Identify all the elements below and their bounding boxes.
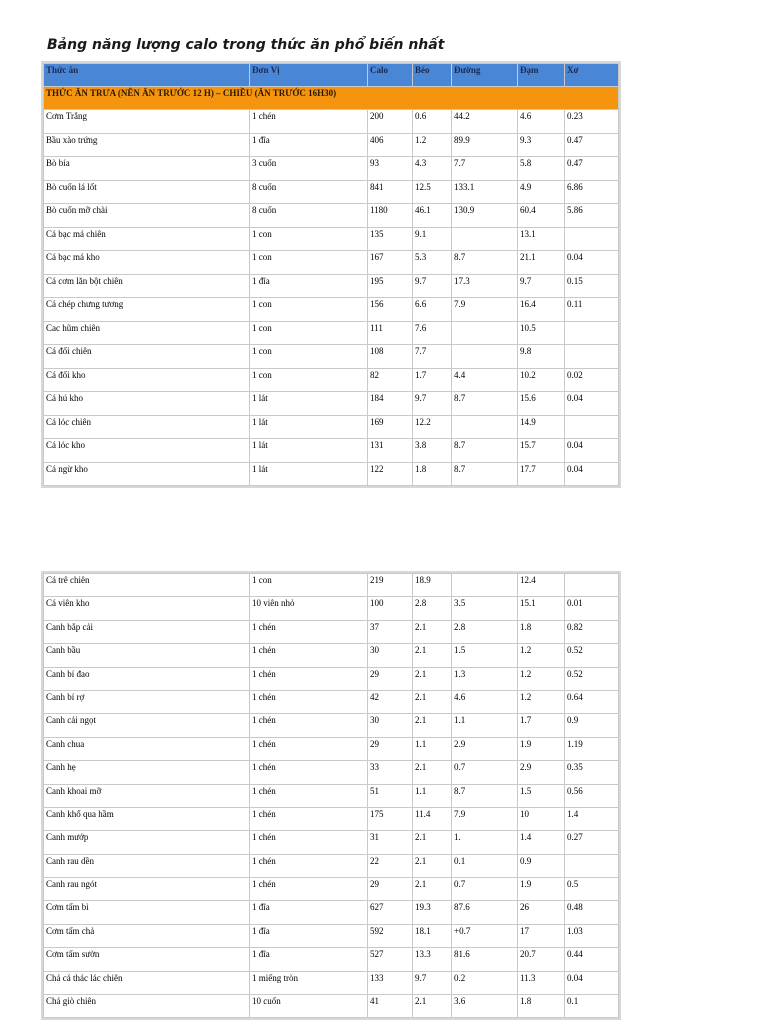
cell-calories: 41 [368,995,413,1018]
cell-sugar: 8.7 [452,392,518,416]
cell-fat: 13.3 [413,948,452,971]
cell-sugar: 87.6 [452,901,518,924]
cell-fiber [565,345,619,369]
table-row [44,784,619,807]
cell-fat: 1.1 [413,784,452,807]
cell-food: Cá hú kho [44,392,250,416]
cell-protein: 15.7 [518,439,565,463]
cell-unit: 1 con [250,251,368,275]
cell-calories: 592 [368,924,413,947]
cell-unit: 1 lát [250,462,368,486]
header-calories: Calo [368,64,413,87]
cell-food: Cá ngừ kho [44,462,250,486]
cell-food: Canh hẹ [44,761,250,784]
table-row [44,368,619,392]
cell-sugar: 89.9 [452,133,518,157]
cell-protein: 9.8 [518,345,565,369]
cell-protein: 1.8 [518,620,565,643]
cell-unit: 1 lát [250,415,368,439]
cell-fat: 9.7 [413,392,452,416]
header-fiber: Xơ [565,64,619,87]
table-row [44,690,619,713]
cell-fiber: 0.1 [565,995,619,1018]
cell-protein: 1.2 [518,644,565,667]
cell-calories: 30 [368,714,413,737]
cell-protein: 17 [518,924,565,947]
cell-food: Canh khổ qua hầm [44,807,250,830]
cell-sugar: +0.7 [452,924,518,947]
cell-protein: 1.2 [518,667,565,690]
cell-unit: 1 đĩa [250,948,368,971]
table-row [44,761,619,784]
cell-protein: 9.3 [518,133,565,157]
cell-fat: 9.7 [413,971,452,994]
cell-fat: 2.1 [413,854,452,877]
cell-unit: 10 viên nhỏ [250,597,368,620]
cell-sugar [452,415,518,439]
cell-fiber: 0.11 [565,298,619,322]
cell-fiber: 0.47 [565,133,619,157]
cell-fat: 2.1 [413,761,452,784]
cell-fat: 46.1 [413,204,452,228]
cell-protein: 13.1 [518,227,565,251]
cell-food: Bò cuốn mỡ chài [44,204,250,228]
table-row [44,415,619,439]
table-row [44,180,619,204]
cell-calories: 219 [368,574,413,597]
cell-calories: 82 [368,368,413,392]
cell-sugar: 0.7 [452,761,518,784]
cell-fiber [565,321,619,345]
cell-fat: 2.1 [413,644,452,667]
table-row [44,227,619,251]
cell-unit: 8 cuốn [250,204,368,228]
cell-sugar [452,574,518,597]
table-row [44,321,619,345]
table-row [44,924,619,947]
cell-calories: 175 [368,807,413,830]
cell-food: Cá bạc má kho [44,251,250,275]
cell-calories: 51 [368,784,413,807]
cell-unit: 1 chén [250,784,368,807]
cell-sugar: 8.7 [452,251,518,275]
cell-fiber: 0.47 [565,157,619,181]
cell-fiber: 0.04 [565,462,619,486]
cell-calories: 122 [368,462,413,486]
table-body-bottom [44,574,619,1018]
cell-calories: 29 [368,737,413,760]
table-row [44,831,619,854]
cell-fiber: 0.48 [565,901,619,924]
cell-food: Canh cải ngọt [44,714,250,737]
cell-fiber: 0.44 [565,948,619,971]
table-row [44,854,619,877]
cell-protein: 16.4 [518,298,565,322]
cell-sugar: 8.7 [452,439,518,463]
cell-fiber: 0.56 [565,784,619,807]
cell-fiber: 6.86 [565,180,619,204]
cell-food: Cá trê chiên [44,574,250,597]
header-fat: Béo [413,64,452,87]
cell-calories: 195 [368,274,413,298]
cell-fiber [565,227,619,251]
table-row [44,714,619,737]
table-row [44,574,619,597]
cell-fat: 7.7 [413,345,452,369]
cell-fat: 9.7 [413,274,452,298]
cell-fiber: 0.15 [565,274,619,298]
cell-protein: 21.1 [518,251,565,275]
cell-protein: 1.9 [518,878,565,901]
cell-fat: 1.1 [413,737,452,760]
table-row [44,439,619,463]
cell-calories: 135 [368,227,413,251]
cell-unit: 1 chén [250,690,368,713]
cell-sugar: 8.7 [452,784,518,807]
cell-fat: 0.6 [413,110,452,134]
cell-unit: 1 con [250,227,368,251]
cell-sugar: 7.7 [452,157,518,181]
cell-food: Canh rau dền [44,854,250,877]
cell-fat: 1.7 [413,368,452,392]
table-row [44,807,619,830]
cell-protein: 0.9 [518,854,565,877]
cell-calories: 156 [368,298,413,322]
cell-food: Cá viên kho [44,597,250,620]
cell-sugar: 1. [452,831,518,854]
cell-protein: 9.7 [518,274,565,298]
table-row [44,157,619,181]
cell-fat: 3.8 [413,439,452,463]
cell-calories: 22 [368,854,413,877]
cell-protein: 60.4 [518,204,565,228]
header-sugar: Đường [452,64,518,87]
cell-food: Cá chép chưng tương [44,298,250,322]
cell-fat: 7.6 [413,321,452,345]
cell-sugar: 4.4 [452,368,518,392]
table-row [44,644,619,667]
cell-sugar: 1.3 [452,667,518,690]
cell-calories: 93 [368,157,413,181]
cell-sugar: 8.7 [452,462,518,486]
table-header [44,64,619,87]
cell-protein: 4.9 [518,180,565,204]
cell-calories: 527 [368,948,413,971]
cell-fat: 18.1 [413,924,452,947]
cell-fat: 2.1 [413,620,452,643]
cell-fiber: 1.03 [565,924,619,947]
cell-fat: 2.8 [413,597,452,620]
cell-food: Bò bía [44,157,250,181]
cell-protein: 26 [518,901,565,924]
cell-unit: 1 miếng tròn [250,971,368,994]
table-row [44,971,619,994]
cell-unit: 8 cuốn [250,180,368,204]
cell-food: Canh khoai mỡ [44,784,250,807]
cell-unit: 1 chén [250,761,368,784]
cell-protein: 4.6 [518,110,565,134]
cell-sugar: 17.3 [452,274,518,298]
cell-calories: 133 [368,971,413,994]
cell-protein: 20.7 [518,948,565,971]
cell-fat: 19.3 [413,901,452,924]
cell-unit: 10 cuốn [250,995,368,1018]
cell-calories: 31 [368,831,413,854]
table-row [44,392,619,416]
cell-protein: 10.5 [518,321,565,345]
page-title: Bảng năng lượng calo trong thức ăn phổ biến nhất [47,37,445,53]
cell-calories: 184 [368,392,413,416]
cell-food: Canh bắp cải [44,620,250,643]
cell-calories: 29 [368,878,413,901]
cell-unit: 1 chén [250,714,368,737]
cell-unit: 1 đĩa [250,133,368,157]
cell-protein: 1.9 [518,737,565,760]
cell-sugar: 133.1 [452,180,518,204]
cell-unit: 1 chén [250,807,368,830]
cell-food: Canh bí rợ [44,690,250,713]
cell-sugar [452,345,518,369]
cell-fat: 12.2 [413,415,452,439]
table-row [44,901,619,924]
cell-sugar: 130.9 [452,204,518,228]
cell-food: Canh bí đao [44,667,250,690]
cell-unit: 1 chén [250,667,368,690]
cell-fiber: 0.35 [565,761,619,784]
cell-fiber: 0.04 [565,392,619,416]
cell-food: Canh chua [44,737,250,760]
cell-protein: 10 [518,807,565,830]
cell-calories: 167 [368,251,413,275]
section-label: THỨC ĂN TRƯA (NÊN ĂN TRƯỚC 12 H) – CHIỀU (ĂN TRƯỚC 16H30) [44,87,619,110]
cell-calories: 841 [368,180,413,204]
table-row [44,995,619,1018]
cell-calories: 37 [368,620,413,643]
cell-unit: 1 chén [250,620,368,643]
cell-calories: 33 [368,761,413,784]
cell-unit: 1 con [250,574,368,597]
cell-fat: 18.9 [413,574,452,597]
cell-food: Cơm tấm chả [44,924,250,947]
cell-sugar: 0.7 [452,878,518,901]
cell-sugar: 3.5 [452,597,518,620]
cell-food: Cá lóc kho [44,439,250,463]
cell-food: Chả giò chiên [44,995,250,1018]
cell-fiber: 1.19 [565,737,619,760]
cell-fat: 12.5 [413,180,452,204]
cell-protein: 15.6 [518,392,565,416]
cell-fat: 2.1 [413,667,452,690]
header-row [44,64,619,87]
cell-unit: 1 đĩa [250,924,368,947]
cell-protein: 1.4 [518,831,565,854]
cell-protein: 1.2 [518,690,565,713]
cell-protein: 14.9 [518,415,565,439]
cell-fat: 2.1 [413,995,452,1018]
cell-sugar: 2.8 [452,620,518,643]
cell-sugar: 3.6 [452,995,518,1018]
cell-fiber: 0.23 [565,110,619,134]
table-row [44,737,619,760]
table-row [44,345,619,369]
cell-protein: 1.8 [518,995,565,1018]
table-row [44,204,619,228]
cell-fiber: 0.5 [565,878,619,901]
cell-unit: 1 chén [250,737,368,760]
cell-fat: 2.1 [413,878,452,901]
cell-unit: 1 chén [250,110,368,134]
cell-fiber: 0.04 [565,251,619,275]
cell-unit: 1 chén [250,854,368,877]
cell-fiber [565,415,619,439]
table-row [44,298,619,322]
cell-sugar: 0.1 [452,854,518,877]
cell-sugar: 0.2 [452,971,518,994]
table-row [44,462,619,486]
cell-sugar: 4.6 [452,690,518,713]
cell-calories: 200 [368,110,413,134]
cell-calories: 1180 [368,204,413,228]
cell-food: Canh rau ngót [44,878,250,901]
cell-food: Cá bạc má chiên [44,227,250,251]
cell-food: Canh bầu [44,644,250,667]
cell-fiber: 0.9 [565,714,619,737]
cell-fat: 4.3 [413,157,452,181]
cell-food: Chả cá thác lác chiên [44,971,250,994]
cell-food: Bò cuốn lá lốt [44,180,250,204]
cell-fat: 6.6 [413,298,452,322]
cell-sugar [452,321,518,345]
cell-fat: 9.1 [413,227,452,251]
cell-unit: 1 con [250,345,368,369]
cell-fiber: 1.4 [565,807,619,830]
cell-unit: 1 lát [250,439,368,463]
cell-unit: 1 chén [250,644,368,667]
cell-food: Cá đối chiên [44,345,250,369]
cell-fiber: 0.52 [565,644,619,667]
cell-protein: 12.4 [518,574,565,597]
cell-unit: 1 lát [250,392,368,416]
cell-fiber: 0.04 [565,439,619,463]
cell-fat: 2.1 [413,831,452,854]
cell-fat: 11.4 [413,807,452,830]
cell-protein: 1.7 [518,714,565,737]
cell-sugar: 1.1 [452,714,518,737]
cell-unit: 1 con [250,321,368,345]
cell-calories: 100 [368,597,413,620]
cell-sugar: 2.9 [452,737,518,760]
cell-fiber [565,854,619,877]
cell-fiber: 0.01 [565,597,619,620]
header-food: Thức ăn [44,64,250,87]
cell-calories: 131 [368,439,413,463]
cell-food: Cá lóc chiên [44,415,250,439]
cell-sugar: 1.5 [452,644,518,667]
cell-protein: 2.9 [518,761,565,784]
cell-calories: 42 [368,690,413,713]
cell-food: Cac hũm chiên [44,321,250,345]
cell-food: Cơm tấm bì [44,901,250,924]
cell-unit: 1 đĩa [250,274,368,298]
cell-sugar: 7.9 [452,298,518,322]
cell-calories: 108 [368,345,413,369]
calorie-table-top [43,63,619,486]
section-row [44,87,619,110]
cell-sugar: 44.2 [452,110,518,134]
cell-unit: 1 con [250,368,368,392]
cell-protein: 10.2 [518,368,565,392]
cell-food: Cá đối kho [44,368,250,392]
cell-unit: 1 đĩa [250,901,368,924]
table-body-top [44,87,619,486]
cell-fiber [565,574,619,597]
cell-protein: 5.8 [518,157,565,181]
calorie-table-bottom [43,573,619,1018]
cell-calories: 627 [368,901,413,924]
cell-fat: 1.2 [413,133,452,157]
cell-fiber: 0.27 [565,831,619,854]
cell-calories: 29 [368,667,413,690]
cell-food: Cơm Trắng [44,110,250,134]
cell-protein: 17.7 [518,462,565,486]
table-row [44,274,619,298]
cell-unit: 3 cuốn [250,157,368,181]
cell-fiber: 5.86 [565,204,619,228]
cell-calories: 111 [368,321,413,345]
cell-fiber: 0.82 [565,620,619,643]
cell-food: Cá cơm lăn bột chiên [44,274,250,298]
cell-food: Cơm tấm sườn [44,948,250,971]
cell-sugar [452,227,518,251]
cell-calories: 169 [368,415,413,439]
cell-unit: 1 chén [250,878,368,901]
cell-protein: 1.5 [518,784,565,807]
cell-food: Canh mướp [44,831,250,854]
cell-unit: 1 chén [250,831,368,854]
cell-fat: 2.1 [413,714,452,737]
cell-calories: 30 [368,644,413,667]
cell-fiber: 0.64 [565,690,619,713]
cell-fat: 5.3 [413,251,452,275]
cell-fiber: 0.52 [565,667,619,690]
cell-fiber: 0.04 [565,971,619,994]
table-row [44,597,619,620]
table-row [44,110,619,134]
table-row [44,251,619,275]
table-row [44,620,619,643]
cell-sugar: 81.6 [452,948,518,971]
table-row [44,878,619,901]
header-protein: Đạm [518,64,565,87]
table-row [44,948,619,971]
cell-fat: 1.8 [413,462,452,486]
table-row [44,667,619,690]
cell-fat: 2.1 [413,690,452,713]
header-unit: Đơn Vị [250,64,368,87]
cell-fiber: 0.02 [565,368,619,392]
cell-food: Bầu xào trứng [44,133,250,157]
table-row [44,133,619,157]
cell-calories: 406 [368,133,413,157]
cell-protein: 15.1 [518,597,565,620]
cell-sugar: 7.9 [452,807,518,830]
cell-unit: 1 con [250,298,368,322]
cell-protein: 11.3 [518,971,565,994]
